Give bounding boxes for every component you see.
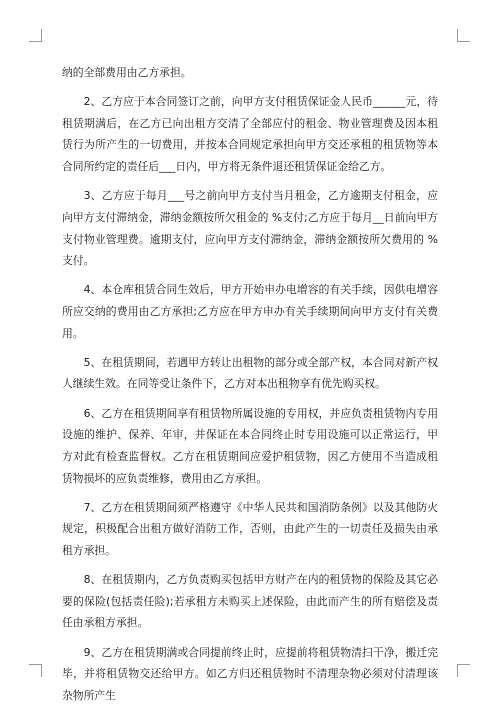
paragraph-clause-4: 4、本仓库租赁合同生效后，甲方开始申办电增容的有关手续，因供电增容所应交纳的费用由乙方承担;乙方应在甲方申办有关手续期间向甲方支付有关费用。 <box>62 283 438 340</box>
paragraph-clause-7: 7、乙方在租赁期间须严格遵守《中华人民共和国消防条例》以及其他防火规定，积极配合出租方做好消防工作，否则，由此产生的一切责任及损失由承租方承担。 <box>62 500 438 557</box>
corner-mark-top-right <box>457 29 470 42</box>
paragraph-clause-5: 5、在租赁期间，若遇甲方转让出租物的部分或全部产权，本合同对新产权人继续生效。在同等受让条件下，乙方对本出租物享有优先购买权。 <box>62 355 438 391</box>
document-body <box>62 62 438 714</box>
paragraph-clause-6: 6、乙方在租赁期间享有租赁物所属设施的专用权，并应负责租赁物内专用设施的维护、保养、年审，并保证在本合同终止时专用设施可以正常运行，甲方对此有检查监督权。乙方在租赁期间应爱护租赁物，因乙方使用不当造成租赁物损坏的应负责维修，费用由乙方承担。 <box>62 406 438 485</box>
corner-mark-bottom-left <box>29 664 42 677</box>
paragraph-clause-3: 3、乙方应于每月___号之前向甲方支付当月租金，乙方逾期支付租金，应向甲方支付滞纳金，滞纳金额按所欠租金的 %支付;乙方应于每月__日前向甲方支付物业管理费。逾期支付，应向甲方支付滞纳金，滞纳金额按所欠费用的 %支付。 <box>62 189 438 268</box>
paragraph-clause-8: 8、在租赁期内，乙方负责购买包括甲方财产在内的租赁物的保险及其它必要的保险(包括责任险);若承租方未购买上述保险，由此而产生的所有赔偿及责任由承租方承担。 <box>62 573 438 630</box>
paragraph-clause-2: 2、乙方应于本合同签订之前，向甲方支付租赁保证金人民币______元，待租赁期满后，在乙方已向出租方交清了全部应付的租金、物业管理费及因本租赁行为所产生的一切费用，并按本合同规定承担向甲方交还承租的租赁物等本合同所约定的责任后___日内，甲方将无条件退还租赁保证金给乙方。 <box>62 95 438 174</box>
corner-mark-bottom-right <box>457 664 470 677</box>
paragraph-continuation: 纳的全部费用由乙方承担。 <box>62 66 192 79</box>
corner-mark-top-left <box>29 29 42 42</box>
paragraph-clause-9: 9、乙方在租赁期满或合同提前终止时，应提前将租赁物清扫干净，搬迁完毕，并将租赁物交还给甲方。如乙方归还租赁物时不清理杂物必须对付清理该杂物所产生 <box>62 645 438 702</box>
